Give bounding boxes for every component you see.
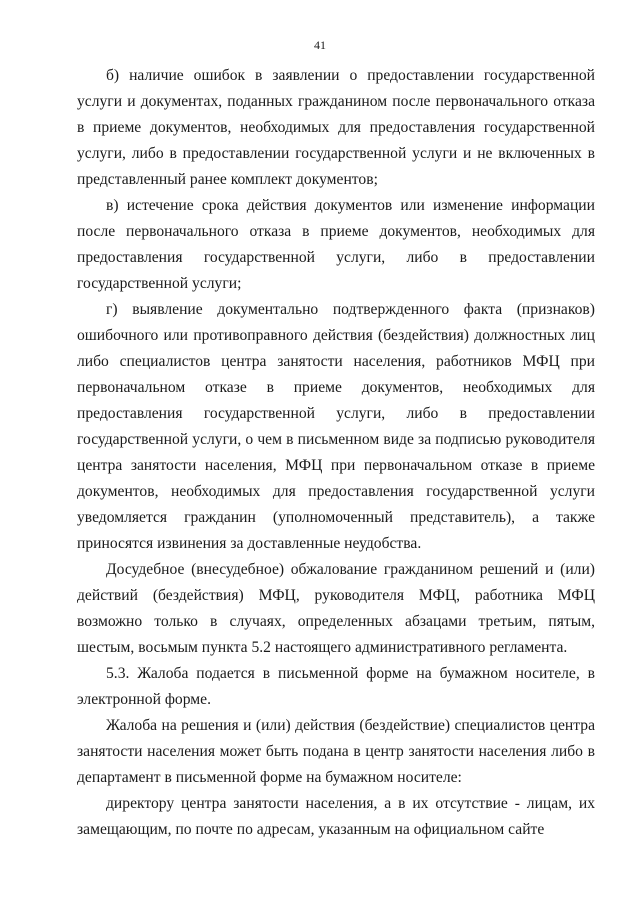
paragraph-pretrial-appeal: Досудебное (внесудебное) обжалование гражданином решений и (или) действий (бездействия) МФЦ, руководителя МФЦ, работника МФЦ возможно только в случаях, определенных абзацами третьим, пятым, шестым, восьмым пункта 5.2 настоящего административного регламента. — [77, 561, 595, 656]
paragraph-item-g: г) выявление документально подтвержденного факта (признаков) ошибочного или противоправного действия (бездействия) должностных лиц либо специалистов центра занятости населения, работников МФЦ при первоначальном отказе в приеме документов, необходимых для предоставления государственной услуги, либо в предоставлении государственной услуги, о чем в письменном виде за подписью руководителя центра занятости населения, МФЦ при первоначальном отказе в приеме документов, необходимых для предоставления государственной услуги уведомляется гражданин (уполномоченный представитель), а также приносятся извинения за доставленные неудобства. — [77, 301, 595, 552]
paragraph-director-address: директору центра занятости населения, а в их отсутствие - лицам, их замещающим, по почте по адресам, указанным на официальном сайте — [77, 795, 595, 838]
document-body — [77, 63, 595, 843]
paragraph-section-5-3: 5.3. Жалоба подается в письменной форме на бумажном носителе, в электронной форме. — [77, 665, 595, 708]
paragraph-complaint-submission: Жалоба на решения и (или) действия (бездействие) специалистов центра занятости населения может быть подана в центр занятости населения либо в департамент в письменной форме на бумажном носителе: — [77, 717, 595, 786]
paragraph-item-b: б) наличие ошибок в заявлении о предоставлении государственной услуги и документах, поданных гражданином после первоначального отказа в приеме документов, необходимых для предоставления государственной услуги, либо в предоставлении государственной услуги и не включенных в представленный ранее комплект документов; — [77, 67, 595, 188]
page-number: 41 — [314, 38, 326, 52]
paragraph-item-v: в) истечение срока действия документов или изменение информации после первоначального отказа в приеме документов, необходимых для предоставления государственной услуги, либо в предоставлении государственной услуги; — [77, 197, 595, 292]
